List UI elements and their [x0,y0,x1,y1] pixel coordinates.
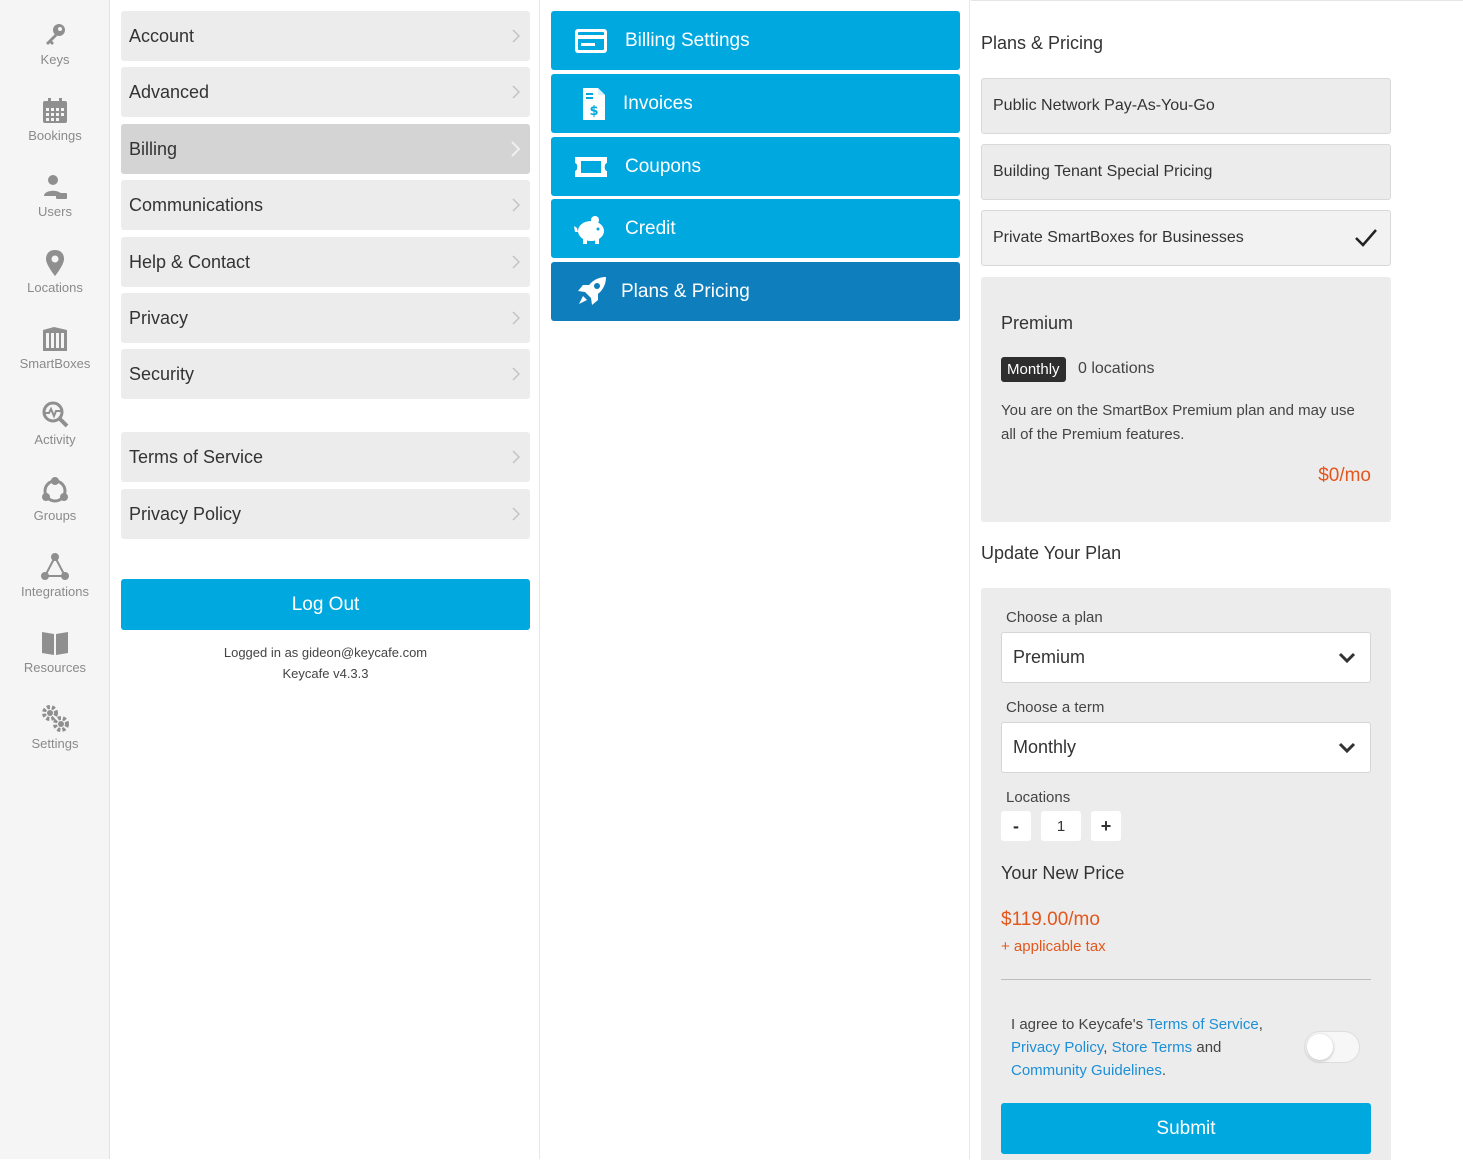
chevron-right-icon [510,504,522,524]
plan-option-public-network[interactable] [981,78,1391,134]
plan-select-value: Premium [1013,647,1086,667]
plan-option-private-smartboxes[interactable] [981,210,1391,266]
chevron-right-icon [510,364,522,384]
submit-button[interactable]: Submit [1001,1103,1371,1154]
agreement-text [1011,1013,1301,1082]
plan-option-label: Public Network Pay-As-You-Go [993,97,1215,114]
icon-rail [0,0,110,1159]
rail-item-integrations[interactable] [0,552,110,622]
menu-item-billing[interactable] [121,124,530,174]
menu-item-account[interactable] [121,11,530,61]
menu-item-label: Help & Contact [129,251,251,272]
rail-item-label: Bookings [28,128,82,143]
chevron-right-icon [510,26,522,46]
billing-item-label: Credit [625,217,676,239]
chevron-right-icon [510,447,522,467]
billing-item-label: Plans & Pricing [621,280,750,302]
new-price: $119.00/mo [1001,909,1100,930]
choose-term-label: Choose a term [1006,699,1105,716]
current-plan-card [981,277,1391,522]
rail-item-groups[interactable] [0,476,110,546]
menu-item-label: Terms of Service [129,446,264,467]
key-icon [40,20,70,50]
map-pin-icon [40,248,70,278]
rail-item-label: SmartBoxes [19,356,91,371]
separator: , [1103,1039,1112,1056]
billing-item-coupons[interactable] [551,137,960,196]
menu-item-label: Account [129,25,195,46]
billing-item-credit[interactable] [551,199,960,258]
billing-item-plans-pricing[interactable] [551,262,960,321]
activity-icon [40,400,70,430]
plan-option-label: Building Tenant Special Pricing [993,163,1213,180]
menu-item-security[interactable] [121,349,530,399]
menu-item-help-contact[interactable] [121,237,530,287]
rocket-icon [573,274,609,310]
chevron-right-icon [510,308,522,328]
smartbox-icon [40,324,70,354]
rail-item-label: Locations [27,280,83,295]
tax-note: + applicable tax [1001,938,1106,955]
rail-item-users[interactable] [0,172,110,242]
term-select[interactable] [1001,722,1371,773]
update-plan-title: Update Your Plan [981,543,1122,563]
menu-item-privacy[interactable] [121,293,530,343]
privacy-policy-link[interactable]: Privacy Policy [1011,1039,1104,1056]
new-price-title: Your New Price [1001,863,1125,883]
location-count: 0 locations [1078,360,1155,377]
rail-item-label: Groups [33,508,77,523]
billing-item-label: Coupons [625,155,702,177]
menu-item-label: Communications [129,194,264,215]
chevron-down-icon [1338,741,1356,755]
calendar-icon [40,96,70,126]
menu-item-label: Security [129,363,195,384]
chevron-right-icon [510,252,522,272]
locations-label: Locations [1006,789,1071,806]
toggle-knob [1307,1034,1333,1060]
menu-item-label: Privacy Policy [129,503,242,524]
billing-item-label: Invoices [623,92,693,114]
credit-card-icon [573,23,609,59]
divider [1001,979,1371,980]
coupon-icon [573,149,609,185]
community-guidelines-link[interactable]: Community Guidelines [1011,1062,1162,1079]
plans-panel [971,0,1463,1159]
rail-item-label: Keys [40,52,70,67]
store-terms-link[interactable]: Store Terms [1111,1039,1193,1056]
invoice-icon [575,86,611,122]
term-select-value: Monthly [1013,737,1077,757]
book-icon [40,628,70,658]
rail-item-activity[interactable] [0,400,110,470]
svg-text:$: $ [589,103,599,119]
rail-item-bookings[interactable] [0,96,110,166]
current-plan-name: Premium [1001,313,1074,333]
menu-item-advanced[interactable] [121,67,530,117]
rail-item-locations[interactable] [0,248,110,318]
menu-item-privacy-policy[interactable] [121,489,530,539]
gears-icon [40,704,70,734]
current-plan-price: $0/mo [1318,465,1371,486]
piggy-bank-icon [573,211,609,247]
choose-plan-label: Choose a plan [1006,609,1103,626]
period: . [1161,1062,1167,1079]
rail-item-label: Settings [31,736,79,751]
term-badge: Monthly [1001,357,1066,382]
terms-of-service-link[interactable]: Terms of Service [1147,1016,1259,1033]
chevron-right-icon [510,82,522,102]
agreement-prefix: I agree to Keycafe's [1011,1016,1148,1033]
menu-item-label: Billing [129,138,178,159]
billing-menu [541,0,970,1159]
billing-item-billing-settings[interactable] [551,11,960,70]
checkmark-icon [1354,227,1378,249]
chevron-right-icon [510,195,522,215]
increment-button[interactable]: + [1091,811,1121,841]
menu-item-communications[interactable] [121,180,530,230]
menu-item-label: Advanced [129,81,210,102]
rail-item-keys[interactable] [0,20,110,90]
plan-option-building-tenant[interactable] [981,144,1391,200]
settings-menu [111,0,540,1159]
version-text: Keycafe v4.3.3 [282,666,369,681]
menu-item-terms-of-service[interactable] [121,432,530,482]
integrations-icon [40,552,70,582]
user-icon [40,172,70,202]
plan-select[interactable] [1001,632,1371,683]
separator: , [1258,1016,1263,1033]
billing-item-label: Billing Settings [625,29,750,51]
menu-item-label: Privacy [129,307,189,328]
update-plan-form [981,588,1391,1160]
plans-title: Plans & Pricing [981,33,1104,53]
rail-item-settings[interactable] [0,704,110,774]
billing-item-invoices[interactable] [551,74,960,133]
rail-item-label: Resources [23,660,87,675]
agree-toggle[interactable] [1304,1031,1360,1063]
locations-input[interactable]: 1 [1041,811,1081,841]
plan-option-label: Private SmartBoxes for Businesses [993,229,1244,246]
chevron-down-icon [1338,651,1356,665]
decrement-button[interactable]: - [1001,811,1031,841]
current-plan-description: You are on the SmartBox Premium plan and may use all of the Premium features. [1001,402,1355,443]
rail-item-smartboxes[interactable] [0,324,110,394]
logged-in-text: Logged in as gideon@keycafe.com [223,645,428,660]
rail-item-resources[interactable] [0,628,110,698]
logout-button[interactable]: Log Out [121,579,530,630]
chevron-right-icon [510,139,522,159]
and-text: and [1192,1039,1222,1056]
rail-item-label: Integrations [21,584,89,599]
groups-icon [40,476,70,506]
rail-item-label: Users [38,204,72,219]
rail-item-label: Activity [34,432,76,447]
